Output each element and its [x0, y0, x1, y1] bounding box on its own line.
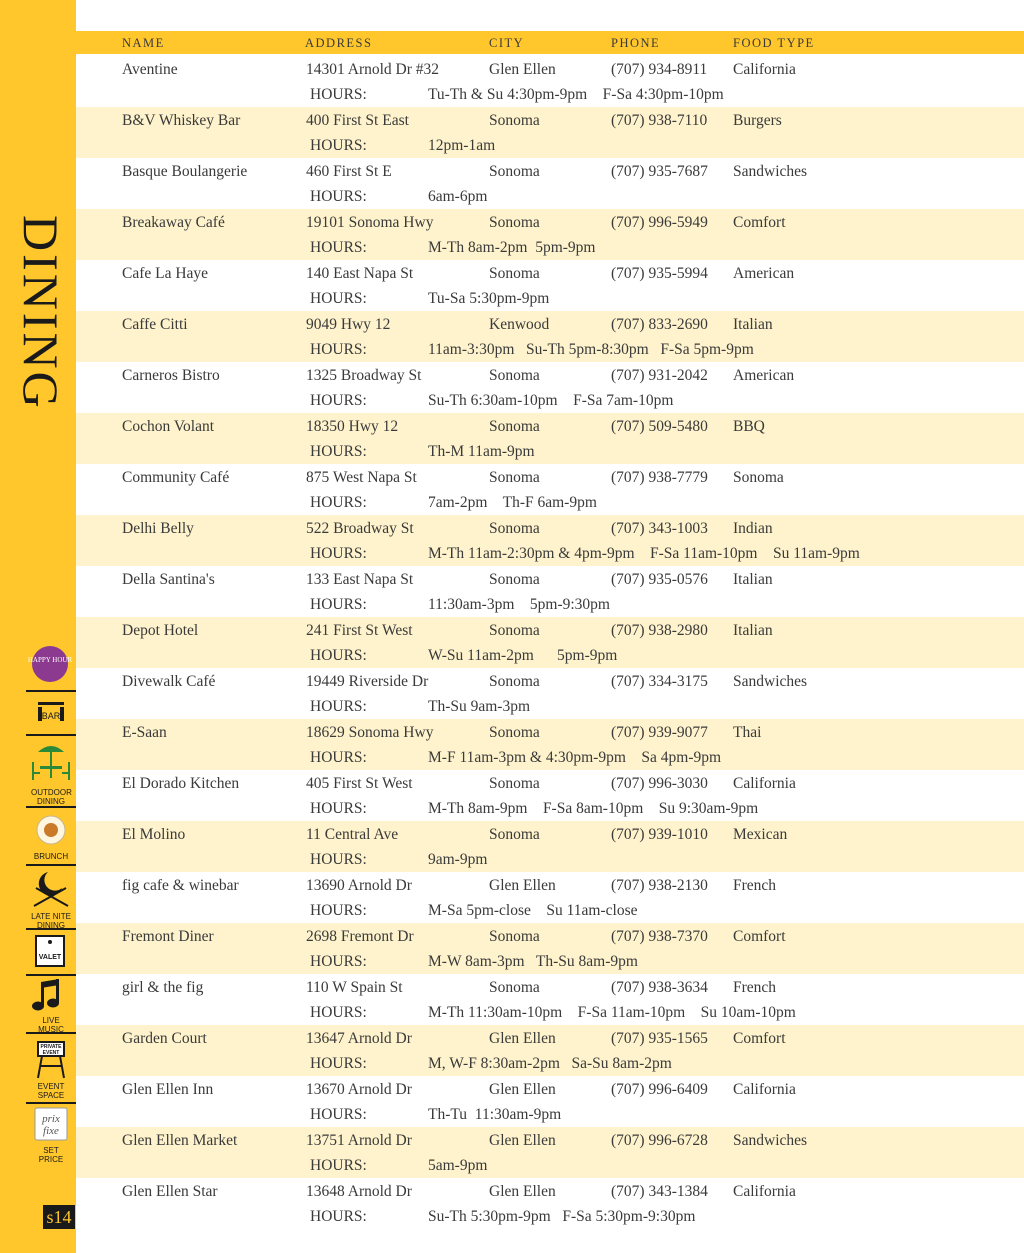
- restaurant-address: 14301 Arnold Dr #32: [306, 61, 440, 78]
- restaurant-hours: Tu-Sa 5:30pm-9pm: [428, 290, 550, 307]
- hours-label: HOURS:: [310, 1208, 367, 1225]
- restaurant-address: 460 First St E: [306, 163, 392, 180]
- event-space-icon: [26, 1034, 76, 1080]
- restaurant-name: Cochon Volant: [122, 418, 215, 435]
- restaurant-phone: (707) 939-1010: [611, 826, 708, 843]
- restaurant-hours: Th-Tu 11:30am-9pm: [428, 1106, 562, 1123]
- restaurant-name: E-Saan: [122, 724, 167, 741]
- restaurant-city: Sonoma: [489, 724, 540, 741]
- restaurant-address: 400 First St East: [306, 112, 409, 129]
- restaurant-row: [76, 770, 1024, 821]
- hours-label: HOURS:: [310, 443, 367, 460]
- restaurant-food-type: California: [733, 1183, 796, 1200]
- hours-label: HOURS:: [310, 137, 367, 154]
- restaurant-city: Glen Ellen: [489, 1132, 556, 1149]
- restaurant-row: [76, 1127, 1024, 1178]
- restaurant-address: 19449 Riverside Dr: [306, 673, 429, 690]
- legend-late-nite-dining: [26, 866, 76, 930]
- restaurant-name: Glen Ellen Star: [122, 1183, 218, 1200]
- restaurant-phone: (707) 996-6409: [611, 1081, 708, 1098]
- restaurant-name: El Dorado Kitchen: [122, 775, 240, 792]
- restaurant-row: [76, 260, 1024, 311]
- restaurant-row: [76, 1025, 1024, 1076]
- restaurant-name: Caffe Citti: [122, 316, 188, 333]
- restaurant-address: 241 First St West: [306, 622, 413, 639]
- restaurant-phone: (707) 935-1565: [611, 1030, 708, 1047]
- restaurant-food-type: Italian: [733, 571, 773, 588]
- restaurant-city: Sonoma: [489, 163, 540, 180]
- hours-label: HOURS:: [310, 392, 367, 409]
- restaurant-food-type: Burgers: [733, 112, 782, 129]
- legend-event-space: [26, 1034, 76, 1104]
- restaurant-food-type: American: [733, 265, 795, 282]
- legend-live-music: [26, 976, 76, 1034]
- brunch-label: BRUNCH: [33, 852, 69, 861]
- restaurant-row: [76, 566, 1024, 617]
- restaurant-hours: Su-Th 5:30pm-9pm F-Sa 5:30pm-9:30pm: [428, 1208, 696, 1225]
- restaurant-hours: 6am-6pm: [428, 188, 488, 205]
- hours-label: HOURS:: [310, 851, 367, 868]
- restaurant-food-type: BBQ: [733, 418, 765, 435]
- restaurant-address: 18350 Hwy 12: [306, 418, 399, 435]
- restaurant-name: Aventine: [122, 61, 178, 78]
- event-space-label: EVENT SPACE: [37, 1082, 65, 1100]
- restaurant-hours: W-Su 11am-2pm 5pm-9pm: [428, 647, 618, 664]
- restaurant-address: 110 W Spain St: [306, 979, 403, 996]
- restaurant-hours: 5am-9pm: [428, 1157, 488, 1174]
- hours-label: HOURS:: [310, 902, 367, 919]
- page-number: s14: [43, 1205, 75, 1229]
- restaurant-name: Delhi Belly: [122, 520, 194, 537]
- restaurant-hours: M-Th 11:30am-10pm F-Sa 11am-10pm Su 10am-10pm: [428, 1004, 796, 1021]
- restaurant-city: Sonoma: [489, 775, 540, 792]
- restaurant-row: [76, 1076, 1024, 1127]
- restaurant-address: 13648 Arnold Dr: [306, 1183, 412, 1200]
- restaurant-row: [76, 974, 1024, 1025]
- restaurant-phone: (707) 996-5949: [611, 214, 708, 231]
- restaurant-hours: Tu-Th & Su 4:30pm-9pm F-Sa 4:30pm-10pm: [428, 86, 724, 103]
- restaurant-row: [76, 107, 1024, 158]
- restaurant-food-type: California: [733, 775, 796, 792]
- restaurant-hours: Th-Su 9am-3pm: [428, 698, 531, 715]
- header-food-type: FOOD TYPE: [733, 36, 815, 50]
- header-name: NAME: [122, 36, 165, 50]
- restaurant-hours: M-Th 11am-2:30pm & 4pm-9pm F-Sa 11am-10pm Su 11am-9pm: [428, 545, 860, 562]
- restaurant-name: fig cafe & winebar: [122, 877, 239, 894]
- section-title: DINING: [13, 215, 69, 411]
- restaurant-food-type: French: [733, 979, 777, 996]
- restaurant-list: [76, 56, 1024, 1229]
- hours-label: HOURS:: [310, 953, 367, 970]
- restaurant-name: Cafe La Haye: [122, 265, 209, 282]
- restaurant-phone: (707) 934-8911: [611, 61, 708, 78]
- restaurant-name: Breakaway Café: [122, 214, 225, 231]
- sidebar: [0, 0, 76, 1253]
- restaurant-hours: M-W 8am-3pm Th-Su 8am-9pm: [428, 953, 638, 970]
- restaurant-phone: (707) 343-1003: [611, 520, 708, 537]
- legend-valet: [26, 930, 76, 976]
- late-nite-dining-icon: [26, 866, 76, 910]
- hours-label: HOURS:: [310, 800, 367, 817]
- hours-label: HOURS:: [310, 545, 367, 562]
- restaurant-row: [76, 668, 1024, 719]
- restaurant-address: 13690 Arnold Dr: [306, 877, 412, 894]
- restaurant-phone: (707) 509-5480: [611, 418, 708, 435]
- svg-text:fixe: fixe: [43, 1125, 59, 1137]
- restaurant-name: Carneros Bistro: [122, 367, 220, 384]
- restaurant-food-type: Sandwiches: [733, 673, 808, 690]
- restaurant-phone: (707) 935-0576: [611, 571, 708, 588]
- restaurant-phone: (707) 833-2690: [611, 316, 708, 333]
- restaurant-name: girl & the fig: [122, 979, 204, 996]
- restaurant-address: 875 West Napa St: [306, 469, 417, 486]
- restaurant-hours: Th-M 11am-9pm: [428, 443, 535, 460]
- restaurant-row: [76, 311, 1024, 362]
- restaurant-phone: (707) 996-3030: [611, 775, 708, 792]
- restaurant-hours: 12pm-1am: [428, 137, 496, 154]
- restaurant-phone: (707) 935-7687: [611, 163, 708, 180]
- restaurant-phone: (707) 938-7370: [611, 928, 708, 945]
- hours-label: HOURS:: [310, 494, 367, 511]
- restaurant-address: 18629 Sonoma Hwy: [306, 724, 434, 741]
- hours-label: HOURS:: [310, 188, 367, 205]
- restaurant-row: [76, 617, 1024, 668]
- header-city: CITY: [489, 36, 525, 50]
- restaurant-address: 1325 Broadway St: [306, 367, 422, 384]
- happy-hour-icon: [26, 640, 76, 688]
- outdoor-dining-icon: [26, 736, 76, 786]
- table-header: [76, 31, 1024, 54]
- outdoor-dining-label: OUTDOOR DINING: [31, 788, 72, 806]
- restaurant-address: 13647 Arnold Dr: [306, 1030, 412, 1047]
- restaurant-row: [76, 413, 1024, 464]
- restaurant-address: 19101 Sonoma Hwy: [306, 214, 434, 231]
- restaurant-name: Fremont Diner: [122, 928, 214, 945]
- hours-label: HOURS:: [310, 647, 367, 664]
- restaurant-food-type: Comfort: [733, 928, 786, 945]
- restaurant-row: [76, 821, 1024, 872]
- restaurant-food-type: California: [733, 61, 796, 78]
- restaurant-city: Sonoma: [489, 520, 540, 537]
- restaurant-row: [76, 515, 1024, 566]
- legend-happy-hour: [26, 640, 76, 692]
- hours-label: HOURS:: [310, 1055, 367, 1072]
- restaurant-address: 11 Central Ave: [306, 826, 399, 843]
- restaurant-city: Sonoma: [489, 112, 540, 129]
- restaurant-address: 140 East Napa St: [306, 265, 414, 282]
- live-music-icon: [26, 976, 76, 1014]
- restaurant-city: Sonoma: [489, 571, 540, 588]
- restaurant-address: 133 East Napa St: [306, 571, 414, 588]
- restaurant-phone: (707) 343-1384: [611, 1183, 708, 1200]
- restaurant-address: 405 First St West: [306, 775, 413, 792]
- restaurant-name: Basque Boulangerie: [122, 163, 248, 180]
- restaurant-city: Glen Ellen: [489, 61, 556, 78]
- restaurant-hours: 11:30am-3pm 5pm-9:30pm: [428, 596, 610, 613]
- happy-hour-label: HAPPY HOUR: [27, 656, 73, 664]
- hours-label: HOURS:: [310, 749, 367, 766]
- hours-label: HOURS:: [310, 1157, 367, 1174]
- restaurant-food-type: Italian: [733, 622, 773, 639]
- restaurant-row: [76, 1178, 1024, 1229]
- restaurant-city: Glen Ellen: [489, 1183, 556, 1200]
- restaurant-hours: M, W-F 8:30am-2pm Sa-Su 8am-2pm: [428, 1055, 672, 1072]
- restaurant-phone: (707) 938-3634: [611, 979, 708, 996]
- restaurant-city: Glen Ellen: [489, 1081, 556, 1098]
- restaurant-city: Sonoma: [489, 469, 540, 486]
- restaurant-food-type: Sandwiches: [733, 163, 808, 180]
- hours-label: HOURS:: [310, 698, 367, 715]
- restaurant-food-type: Thai: [733, 724, 762, 741]
- restaurant-hours: Su-Th 6:30am-10pm F-Sa 7am-10pm: [428, 392, 674, 409]
- restaurant-hours: 7am-2pm Th-F 6am-9pm: [428, 494, 597, 511]
- svg-text:EVENT: EVENT: [42, 1050, 60, 1056]
- restaurant-city: Glen Ellen: [489, 1030, 556, 1047]
- restaurant-address: 9049 Hwy 12: [306, 316, 391, 333]
- bar-icon: [26, 692, 76, 732]
- hours-label: HOURS:: [310, 596, 367, 613]
- restaurant-name: Divewalk Café: [122, 673, 216, 690]
- bar-label: BAR: [41, 711, 61, 721]
- restaurant-row: [76, 158, 1024, 209]
- restaurant-city: Sonoma: [489, 265, 540, 282]
- restaurant-row: [76, 56, 1024, 107]
- restaurant-city: Sonoma: [489, 979, 540, 996]
- prix-fixe-icon: [26, 1104, 76, 1144]
- header-address: ADDRESS: [305, 36, 373, 50]
- restaurant-phone: (707) 935-5994: [611, 265, 708, 282]
- restaurant-city: Sonoma: [489, 214, 540, 231]
- restaurant-row: [76, 362, 1024, 413]
- restaurant-city: Glen Ellen: [489, 877, 556, 894]
- legend-bar: [26, 692, 76, 736]
- legend-outdoor-dining: [26, 736, 76, 808]
- restaurant-hours: 11am-3:30pm Su-Th 5pm-8:30pm F-Sa 5pm-9pm: [428, 341, 754, 358]
- restaurant-phone: (707) 938-2130: [611, 877, 708, 894]
- restaurant-phone: (707) 938-7110: [611, 112, 708, 129]
- late-nite-dining-label: LATE NITE DINING: [31, 912, 71, 930]
- live-music-label: LIVE MUSIC: [38, 1016, 64, 1034]
- hours-label: HOURS:: [310, 86, 367, 103]
- restaurant-city: Sonoma: [489, 826, 540, 843]
- restaurant-food-type: Mexican: [733, 826, 788, 843]
- restaurant-food-type: California: [733, 1081, 796, 1098]
- restaurant-food-type: American: [733, 367, 795, 384]
- restaurant-address: 522 Broadway St: [306, 520, 414, 537]
- restaurant-address: 13670 Arnold Dr: [306, 1081, 412, 1098]
- set-price-label: SET PRICE: [38, 1146, 64, 1164]
- restaurant-phone: (707) 939-9077: [611, 724, 708, 741]
- hours-label: HOURS:: [310, 1106, 367, 1123]
- restaurant-food-type: Sonoma: [733, 469, 784, 486]
- restaurant-food-type: French: [733, 877, 777, 894]
- restaurant-city: Kenwood: [489, 316, 550, 333]
- hours-label: HOURS:: [310, 239, 367, 256]
- restaurant-phone: (707) 334-3175: [611, 673, 708, 690]
- restaurant-hours: M-Th 8am-9pm F-Sa 8am-10pm Su 9:30am-9pm: [428, 800, 759, 817]
- restaurant-address: 13751 Arnold Dr: [306, 1132, 412, 1149]
- restaurant-name: Glen Ellen Market: [122, 1132, 238, 1149]
- restaurant-row: [76, 719, 1024, 770]
- restaurant-name: Depot Hotel: [122, 622, 199, 639]
- restaurant-city: Sonoma: [489, 928, 540, 945]
- restaurant-phone: (707) 996-6728: [611, 1132, 708, 1149]
- restaurant-phone: (707) 931-2042: [611, 367, 708, 384]
- restaurant-food-type: Indian: [733, 520, 773, 537]
- brunch-icon: [26, 808, 76, 850]
- restaurant-row: [76, 464, 1024, 515]
- legend-set-price: [26, 1104, 76, 1164]
- restaurant-hours: M-Sa 5pm-close Su 11am-close: [428, 902, 638, 919]
- restaurant-phone: (707) 938-2980: [611, 622, 708, 639]
- restaurant-hours: M-F 11am-3pm & 4:30pm-9pm Sa 4pm-9pm: [428, 749, 722, 766]
- restaurant-city: Sonoma: [489, 622, 540, 639]
- restaurant-hours: 9am-9pm: [428, 851, 488, 868]
- header-phone: PHONE: [611, 36, 661, 50]
- restaurant-name: Della Santina's: [122, 571, 215, 588]
- restaurant-food-type: Italian: [733, 316, 773, 333]
- hours-label: HOURS:: [310, 1004, 367, 1021]
- legend-brunch: [26, 808, 76, 866]
- restaurant-row: [76, 923, 1024, 974]
- amenity-legend: [26, 640, 76, 1164]
- restaurant-food-type: Comfort: [733, 214, 786, 231]
- hours-label: HOURS:: [310, 290, 367, 307]
- restaurant-name: B&V Whiskey Bar: [122, 112, 241, 129]
- restaurant-food-type: Comfort: [733, 1030, 786, 1047]
- restaurant-name: Garden Court: [122, 1030, 207, 1047]
- valet-label: VALET: [38, 954, 62, 961]
- restaurant-row: [76, 872, 1024, 923]
- svg-text:prix: prix: [42, 1113, 60, 1125]
- restaurant-name: Community Café: [122, 469, 230, 486]
- restaurant-name: Glen Ellen Inn: [122, 1081, 214, 1098]
- restaurant-phone: (707) 938-7779: [611, 469, 708, 486]
- restaurant-city: Sonoma: [489, 367, 540, 384]
- restaurant-city: Sonoma: [489, 673, 540, 690]
- svg-text:PRIVATE: PRIVATE: [40, 1044, 62, 1050]
- restaurant-hours: M-Th 8am-2pm 5pm-9pm: [428, 239, 596, 256]
- restaurant-row: [76, 209, 1024, 260]
- restaurant-address: 2698 Fremont Dr: [306, 928, 414, 945]
- restaurant-name: El Molino: [122, 826, 186, 843]
- restaurant-food-type: Sandwiches: [733, 1132, 808, 1149]
- restaurant-city: Sonoma: [489, 418, 540, 435]
- hours-label: HOURS:: [310, 341, 367, 358]
- valet-icon: [26, 930, 76, 972]
